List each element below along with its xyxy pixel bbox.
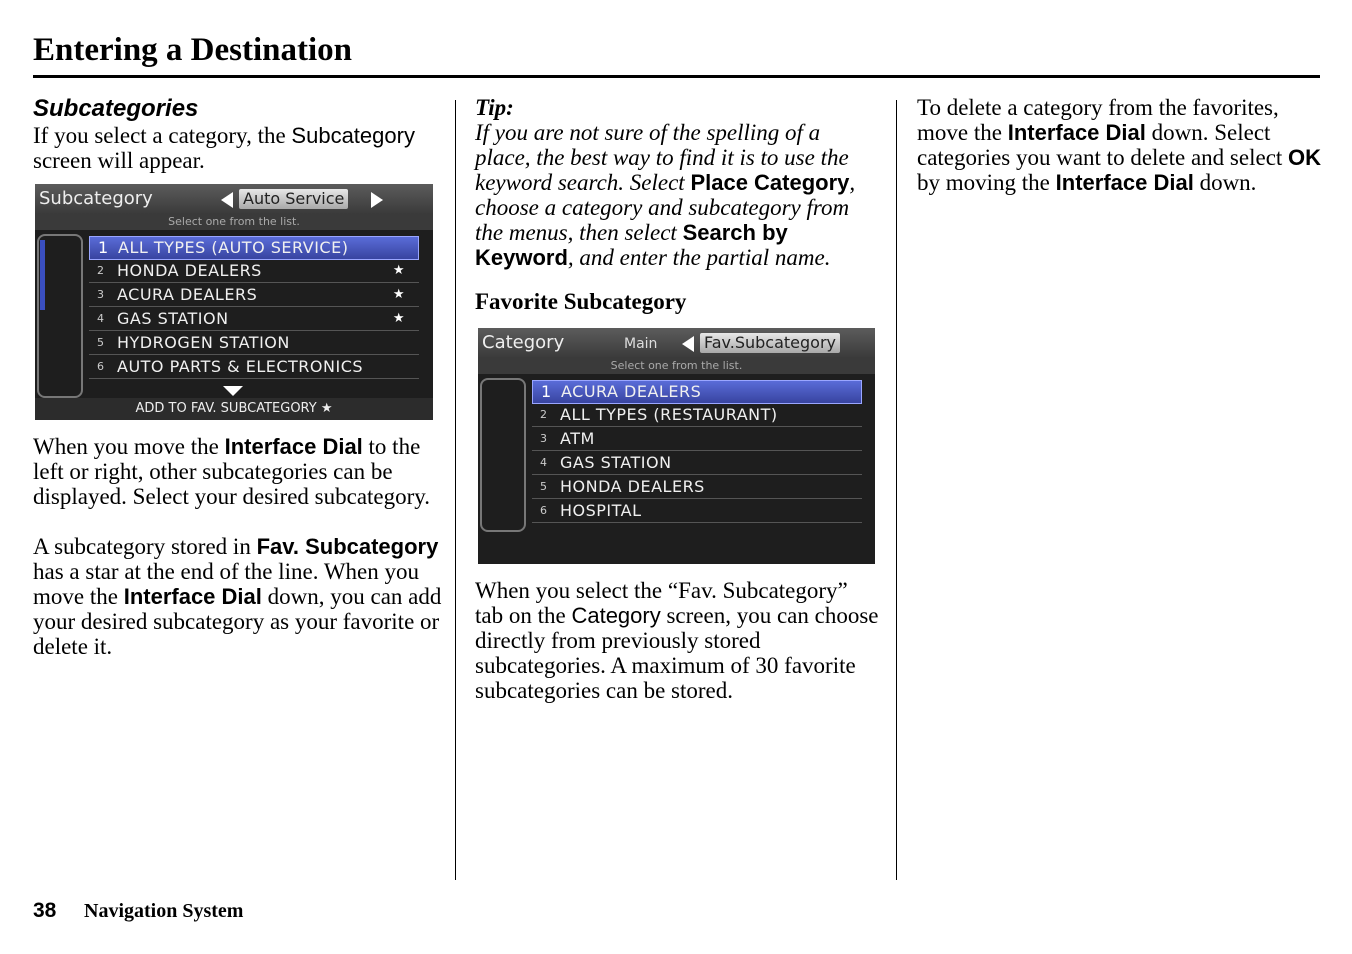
- item-number: 4: [540, 456, 548, 469]
- list-item[interactable]: [532, 452, 862, 475]
- screen-header-label: Category: [482, 332, 565, 353]
- item-label: ALL TYPES (AUTO SERVICE): [118, 238, 349, 257]
- item-number: 1: [541, 382, 552, 401]
- column-divider: [455, 100, 456, 880]
- tab-auto-service[interactable]: Auto Service: [239, 189, 348, 209]
- item-number: 6: [540, 504, 548, 517]
- scrollbar[interactable]: [40, 240, 45, 310]
- dial-graphic: [480, 378, 526, 532]
- text: When you select the “Fav. Subcategory” tab on the: [475, 578, 848, 628]
- list-item[interactable]: [89, 260, 419, 283]
- title-rule: [33, 75, 1320, 78]
- item-number: 3: [97, 288, 105, 301]
- list-item[interactable]: [532, 428, 862, 451]
- screen-header: [478, 328, 875, 358]
- text: down.: [1193, 170, 1257, 195]
- screen-instruction: Select one from the list.: [478, 358, 875, 374]
- list-item[interactable]: [89, 356, 419, 379]
- down-arrow-icon[interactable]: [223, 386, 243, 396]
- screen-list: [478, 374, 875, 564]
- item-label: HONDA DEALERS: [117, 261, 262, 280]
- paragraph: [33, 534, 443, 659]
- left-arrow-icon[interactable]: [221, 192, 233, 208]
- item-number: 5: [540, 480, 548, 493]
- list-item[interactable]: [532, 500, 862, 523]
- tab-main[interactable]: Main: [624, 336, 658, 352]
- item-number: 5: [97, 336, 105, 349]
- item-label: AUTO PARTS & ELECTRONICS: [117, 357, 364, 376]
- text: When you move the: [33, 434, 225, 459]
- item-number: 2: [97, 264, 105, 277]
- item-label: HYDROGEN STATION: [117, 333, 290, 352]
- item-number: 4: [97, 312, 105, 325]
- tip-label: Tip:: [475, 95, 514, 120]
- list-item[interactable]: [89, 284, 419, 307]
- page-number: 38: [33, 899, 57, 922]
- category-screen: [478, 328, 875, 564]
- column-divider: [896, 100, 897, 880]
- text: down, you can add your desired subcategory as your favorite or delete it.: [33, 584, 442, 659]
- control-name: Place Category: [690, 170, 850, 195]
- screen-instruction: Select one from the list.: [35, 214, 433, 230]
- paragraph: [917, 95, 1322, 195]
- text: by moving the: [917, 170, 1056, 195]
- item-label: GAS STATION: [560, 453, 672, 472]
- text: To delete a category from the favorites, move the: [917, 95, 1279, 145]
- star-icon: ★: [392, 311, 405, 326]
- item-label: HONDA DEALERS: [560, 477, 705, 496]
- text: down. Select categories you want to delete and select: [917, 120, 1289, 170]
- subcategory-screen: [35, 184, 433, 420]
- control-name: Interface Dial: [123, 584, 262, 609]
- item-label: ATM: [560, 429, 595, 448]
- item-label: GAS STATION: [117, 309, 229, 328]
- column-3: [917, 95, 1322, 195]
- star-icon: ★: [392, 263, 405, 278]
- control-name: Interface Dial: [1055, 170, 1194, 195]
- footer-title: Navigation System: [84, 900, 244, 922]
- left-arrow-icon[interactable]: [682, 336, 694, 352]
- control-name: OK: [1288, 145, 1322, 170]
- text: to the left or right, other subcategories can be displayed. Select your desired subcategory.: [33, 434, 431, 509]
- paragraph: [475, 578, 880, 703]
- text: screen will appear.: [33, 148, 205, 173]
- item-label: ACURA DEALERS: [117, 285, 258, 304]
- screen-name: Category: [571, 603, 661, 628]
- add-to-fav-button[interactable]: ADD TO FAV. SUBCATEGORY ★: [35, 398, 433, 420]
- text: screen, you can choose directly from previously stored subcategories. A maximum of 30 favorite subcategories can be stored.: [475, 603, 879, 703]
- tip-body: [475, 120, 880, 270]
- list-item[interactable]: [532, 404, 862, 427]
- screen-header-label: Subcategory: [39, 188, 153, 209]
- control-name: Interface Dial: [224, 434, 363, 459]
- control-name: Interface Dial: [1007, 120, 1146, 145]
- text: If you are not sure of the spelling of a place, the best way to find it is to use the keyword search. Select: [475, 120, 849, 195]
- item-number: 1: [98, 238, 109, 257]
- column-2: [475, 95, 880, 703]
- item-number: 6: [97, 360, 105, 373]
- item-label: HOSPITAL: [560, 501, 642, 520]
- list-item[interactable]: [89, 236, 419, 260]
- list-item[interactable]: [532, 476, 862, 499]
- text: , choose a category and subcategory from the menus, then select: [475, 170, 856, 245]
- text: If you select a category, the: [33, 123, 292, 148]
- right-arrow-icon[interactable]: [371, 192, 383, 208]
- tab-fav-subcategory[interactable]: Fav.Subcategory: [700, 333, 840, 353]
- spacer: [33, 509, 443, 534]
- sub-heading: Favorite Subcategory: [475, 289, 687, 314]
- text: has a star at the end of the line. When you move the: [33, 559, 419, 609]
- text: A subcategory stored in: [33, 534, 257, 559]
- control-name: Fav. Subcategory: [256, 534, 439, 559]
- control-name: Search by Keyword: [475, 220, 788, 270]
- screen-name: Subcategory: [291, 123, 415, 148]
- item-label: ALL TYPES (RESTAURANT): [560, 405, 778, 424]
- paragraph: [33, 434, 443, 509]
- intro-paragraph: [33, 123, 443, 173]
- item-number: 2: [540, 408, 548, 421]
- list-item[interactable]: [89, 332, 419, 355]
- screen-header: [35, 184, 433, 214]
- screen-list: [35, 230, 433, 420]
- list-item[interactable]: [89, 308, 419, 331]
- page-title: Entering a Destination: [33, 32, 353, 68]
- item-label: ACURA DEALERS: [561, 382, 702, 401]
- item-number: 3: [540, 432, 548, 445]
- star-icon: ★: [392, 287, 405, 302]
- column-1: [33, 95, 443, 659]
- list-item[interactable]: [532, 380, 862, 404]
- text: , and enter the partial name.: [567, 245, 831, 270]
- section-heading: Subcategories: [33, 95, 199, 122]
